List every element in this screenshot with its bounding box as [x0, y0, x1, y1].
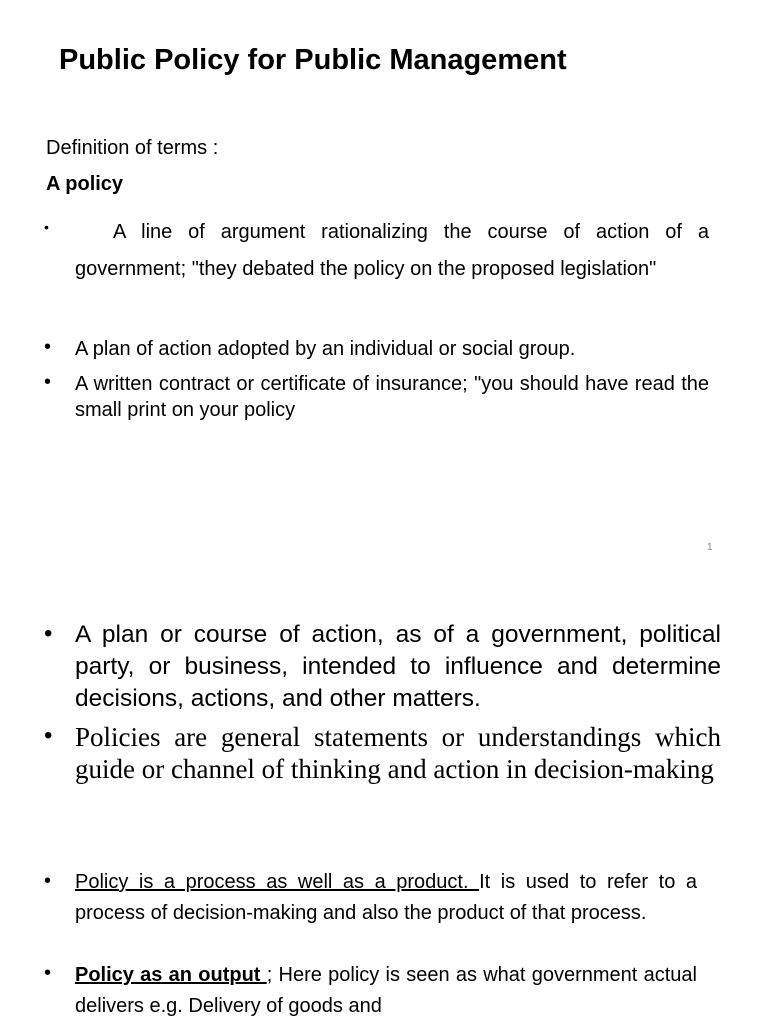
- list-item: Policies are general statements or understandings which guide or channel of thinking and action in decision-making: [75, 722, 721, 784]
- list-item: A plan or course of action, as of a government, political party, or business, intended to influence and determine decisions, actions, and other matters.: [75, 621, 721, 712]
- bullet-marker: •: [44, 620, 53, 647]
- bullet-marker: •: [44, 219, 49, 235]
- list-item-text: A line of argument rationalizing the course of action of a government; "they debated the policy on the proposed legislation": [75, 221, 709, 280]
- page-number: 1: [707, 542, 713, 553]
- list-item: [75, 867, 697, 929]
- bullet-marker: •: [44, 371, 52, 393]
- bullet-marker: •: [44, 870, 52, 892]
- definition-label: Definition of terms :: [46, 137, 219, 159]
- list-item: [75, 960, 697, 1022]
- bullet-marker: •: [44, 722, 53, 749]
- bullet-marker: •: [44, 336, 52, 358]
- list-item: A plan of action adopted by an individual or social group.: [75, 338, 576, 360]
- underlined-phrase: Policy is a process as well as a product.: [75, 871, 480, 893]
- term-heading: A policy: [46, 173, 124, 195]
- bold-underlined-phrase: Policy as an output: [75, 964, 267, 986]
- list-item: [75, 214, 709, 287]
- bullet-marker: •: [44, 962, 52, 984]
- list-item-text: ; Here policy is seen as what government actual delivers e.g. Delivery of goods and: [75, 964, 697, 1017]
- page-title: Public Policy for Public Management: [59, 44, 567, 76]
- list-item-text: It is used to refer to a process of decision-making and also the product of that process.: [75, 871, 697, 924]
- list-item: A written contract or certificate of insurance; "you should have read the small print on your policy: [75, 373, 709, 421]
